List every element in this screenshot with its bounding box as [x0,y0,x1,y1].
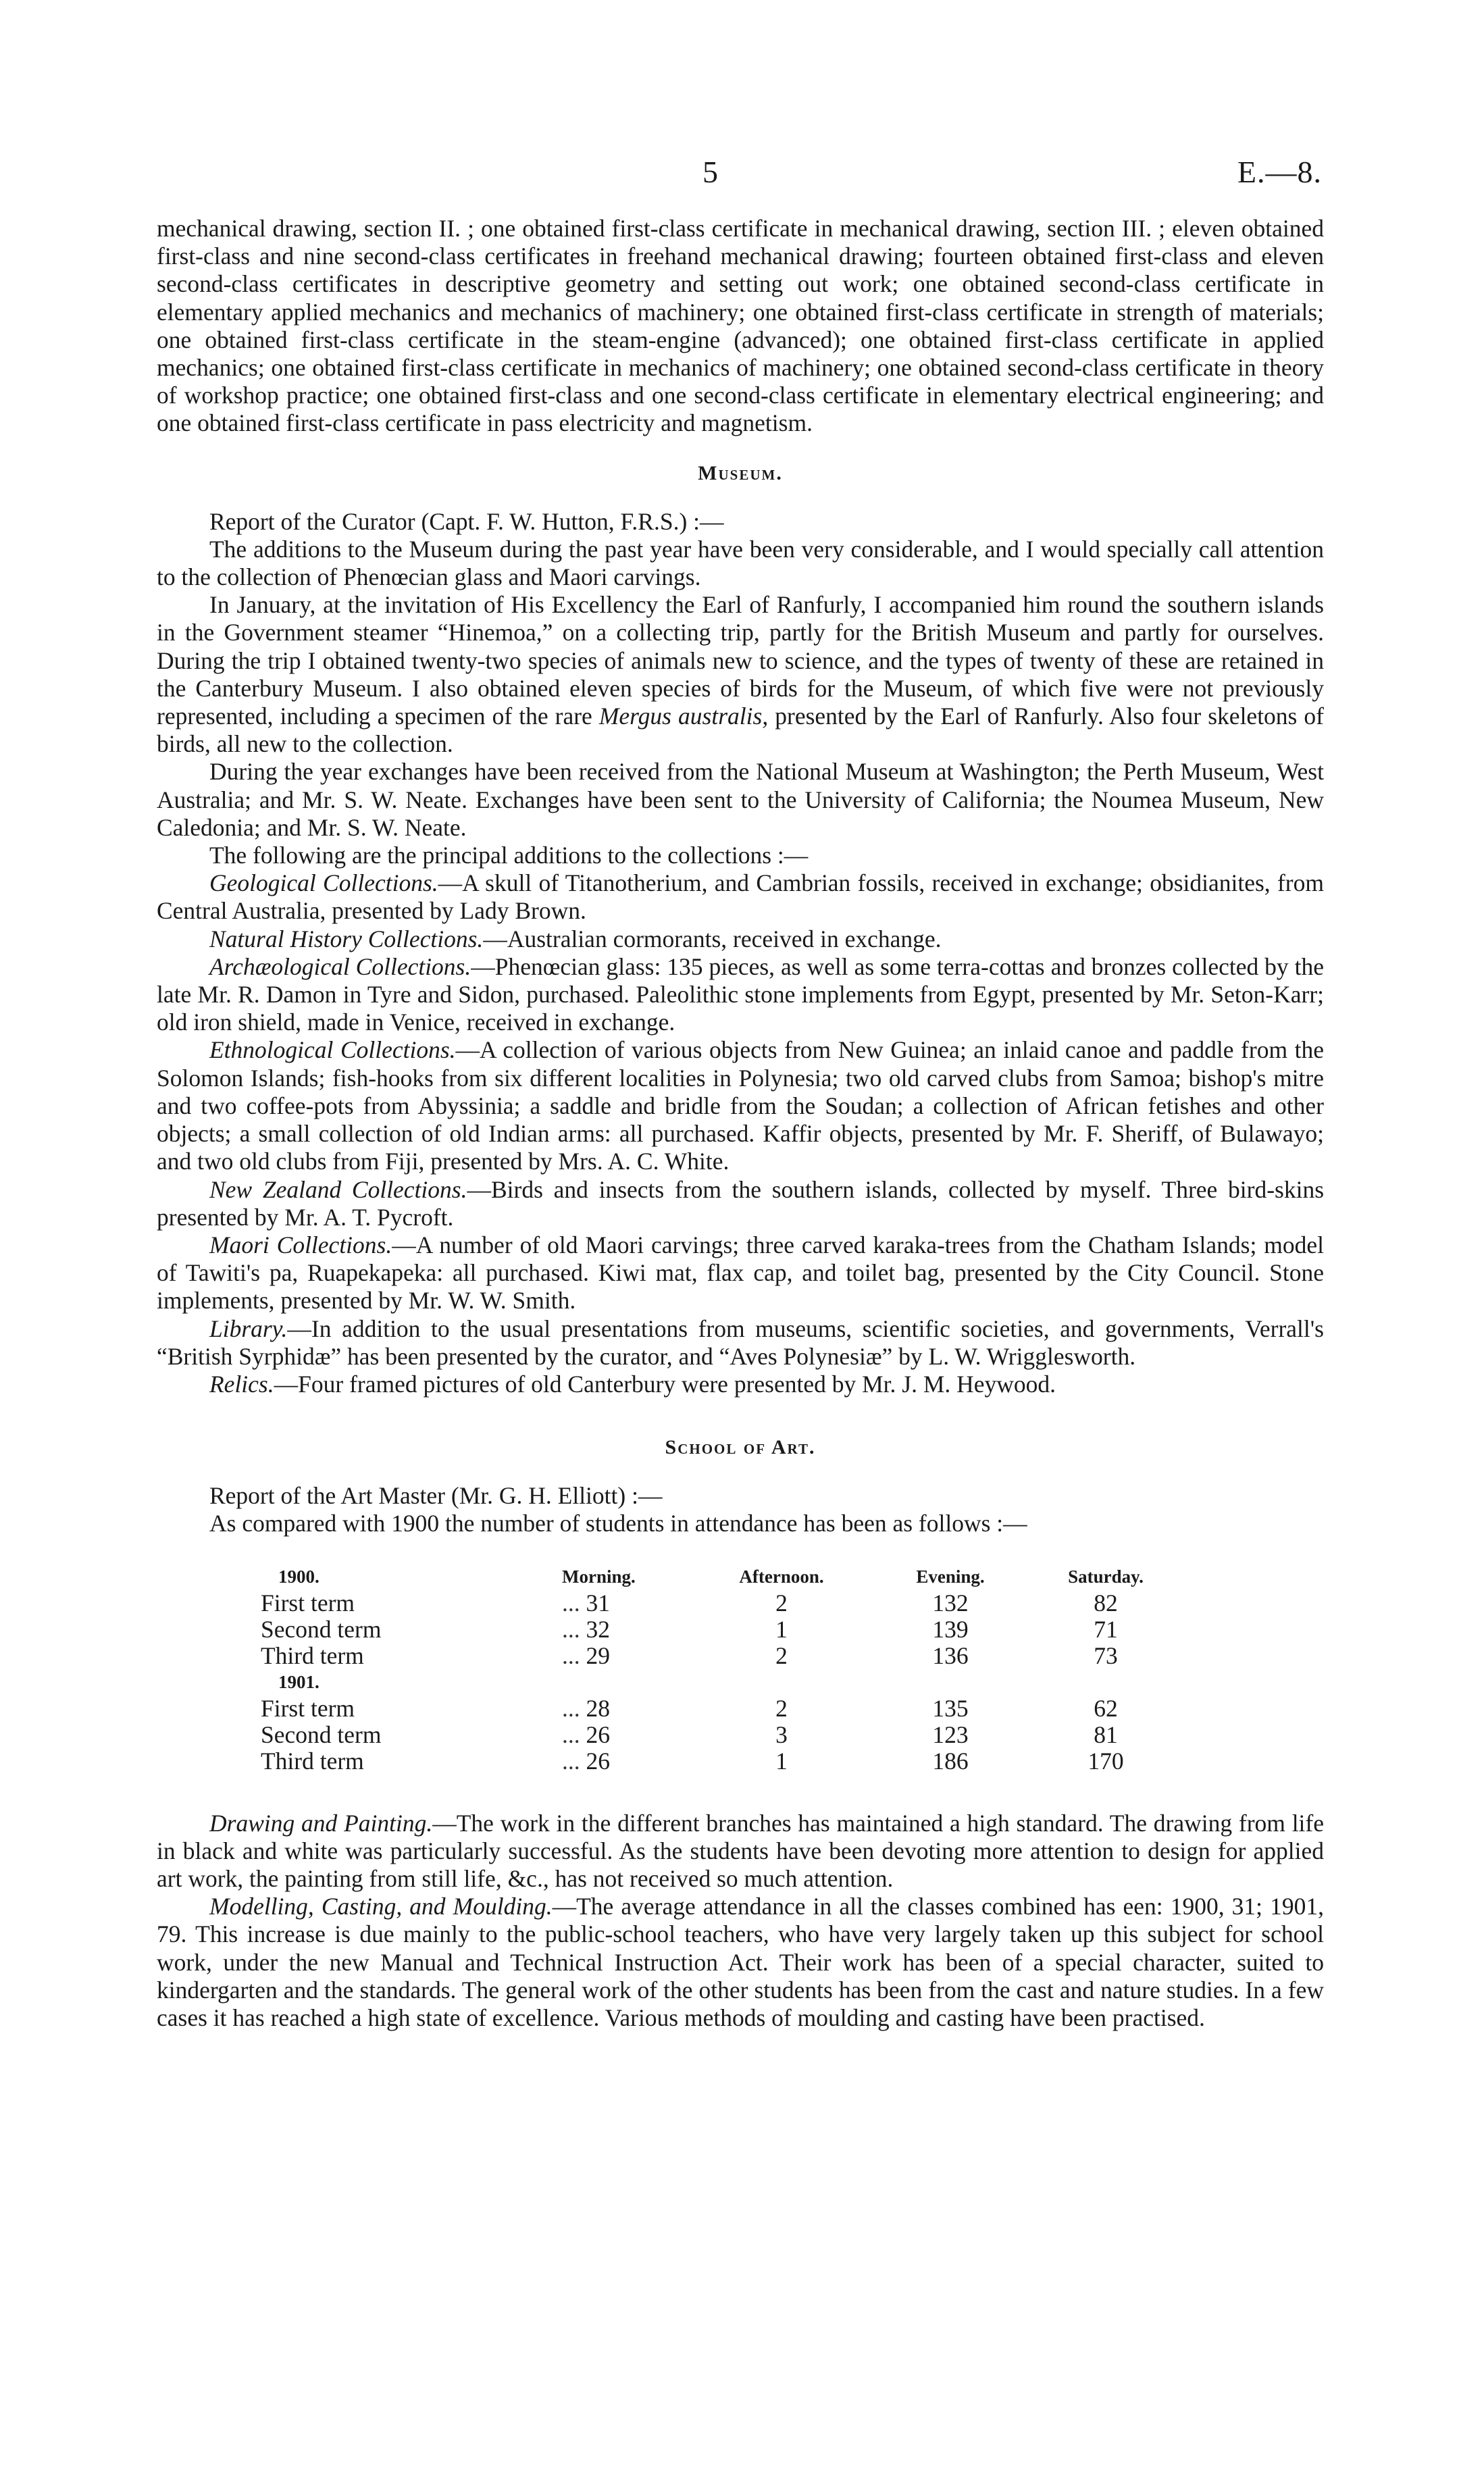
evening-value: 135 [932,1694,969,1722]
species-name: Mergus australis, [598,703,769,730]
morning-value: 31 [586,1589,610,1616]
saturday-value: 62 [1094,1694,1118,1722]
year-1900-label: 1900. [278,1566,319,1587]
morning-value: 28 [586,1694,610,1722]
evening-value: 186 [932,1747,969,1775]
afternoon-value: 2 [775,1589,788,1616]
table-row [261,1748,1177,1775]
year-row [261,1669,1177,1696]
term-label: Second term [261,1615,382,1643]
afternoon-value: 2 [775,1641,788,1669]
collection-text: —Australian cormorants, received in exchange. [483,925,942,952]
collection-label: Ethnological Collections. [209,1036,456,1064]
museum-following-line: The following are the principal additions to the collections :— [209,842,809,869]
museum-exchanges-paragraph: During the year exchanges have been received from the National Museum at Washington; the Perth Museum, West Australia; and Mr. S. W. Neate. Exchanges have been sent to the University of California; the Noumea Museum, New Caledonia; and Mr. S. W. Neate. [157,758,1324,841]
term-label: Second term [261,1720,382,1748]
collection-label: New Zealand Collections. [209,1175,467,1203]
collection-text: —A skull of Titanotherium, and Cambrian fossils, received in exchange; obsidianites, from Central Australia, presented by Lady Brown. [157,869,1324,925]
evening-value: 123 [932,1720,969,1748]
term-cell [261,1696,562,1722]
january-text-1: In January, at the invitation of His Excellency the Earl of Ranfurly, I accompanied him round the southern islands in the Government steamer “Hinemoa,” on a collecting trip, partly for the British Museum and partly for ourselves. During the trip I obtained twenty-two species of animals new to science, and the types of twenty of these are retained in the Canterbury Museum. I also obtained eleven species of birds for the Museum, of which five were not previously represented, including a specimen of the rare [157,591,1324,730]
collection-natural-history [157,925,1324,953]
art-compared-line: As compared with 1900 the number of students in attendance has been as follows :— [209,1510,1027,1537]
saturday-value: 73 [1094,1641,1118,1669]
header-evening: Evening. [916,1566,985,1587]
evening-value: 132 [932,1589,969,1616]
afternoon-value: 1 [775,1615,788,1643]
header-morning: Morning. [562,1566,636,1587]
table-row [261,1616,1177,1643]
afternoon-value: 2 [775,1694,788,1722]
term-cell [261,1616,562,1643]
museum-additions-paragraph: The additions to the Museum during the past year have been very considerable, and I would specially call attention to the collection of Phenœcian glass and Maori carvings. [157,535,1324,591]
art-master-report-line: Report of the Art Master (Mr. G. H. Elliott) :— [209,1482,663,1510]
morning-value: 26 [586,1720,610,1748]
collection-new-zealand [157,1176,1324,1231]
saturday-value: 82 [1094,1589,1118,1616]
morning-value: 32 [586,1615,610,1643]
collection-label: Maori Collections. [209,1231,392,1258]
collection-relics [157,1371,1324,1398]
attendance-table [261,1564,1177,1775]
collection-ethnological [157,1036,1324,1175]
drawing-label: Drawing and Painting. [209,1809,433,1837]
saturday-value: 81 [1094,1720,1118,1748]
afternoon-value: 1 [775,1747,788,1775]
page-header [0,154,1484,195]
collection-text: —Four framed pictures of old Canterbury were presented by Mr. J. M. Heywood. [274,1370,1056,1398]
collection-text: —Phenœcian glass: 135 pieces, as well as some terra-cottas and bronzes collected by the late Mr. R. Damon in Tyre and Sidon, purchased. Paleolithic stone implements from Egypt, presented by Mr. Seton-Karr; old iron shield, made in Venice, received in exchange. [157,952,1325,1036]
collection-label: Natural History Collections. [209,925,484,952]
modelling-text: —The average attendance in all the classes combined has een: 1900, 31; 1901, 79. This increase is due mainly to the public-school teachers, who have very largely taken up this subject for school work, under the new Manual and Technical Instruction Act. Their work has been of a special character, suited to kindergarten and the standards. The general work of the other students has been from the cast and nature studies. In a few cases it has reached a high state of excellence. Various methods of moulding and casting have been practised. [157,1893,1324,2031]
header-afternoon: Afternoon. [739,1566,824,1587]
morning-value: 29 [586,1641,610,1669]
curator-report-line: Report of the Curator (Capt. F. W. Hutton, F.R.S.) :— [209,507,724,535]
table-row [261,1643,1177,1669]
morning-cell [562,1616,697,1643]
collection-label: Library. [209,1315,288,1342]
term-cell [261,1748,562,1775]
term-label: First term [261,1694,355,1722]
collection-geological [157,869,1324,925]
leader-dots: ... [562,1720,580,1748]
leader-dots: ... [562,1615,580,1643]
modelling-paragraph [157,1893,1324,2032]
morning-cell [562,1696,697,1722]
january-text-2: presented by the Earl of Ranfurly. Also four skeletons of birds, all new to the collection. [157,703,1324,758]
school-of-art-heading: School of Art. [665,1436,816,1459]
museum-january-paragraph [157,591,1324,758]
morning-value: 26 [586,1747,610,1775]
page-reference: E.—8. [1237,155,1322,189]
table-row [261,1696,1177,1722]
modelling-label: Modelling, Casting, and Moulding. [209,1893,553,1920]
term-label: Third term [261,1641,364,1669]
term-label: First term [261,1589,355,1616]
evening-value: 136 [932,1641,969,1669]
table-row [261,1722,1177,1748]
morning-cell [562,1590,697,1616]
header-saturday: Saturday. [1068,1566,1144,1587]
collection-archaeological [157,953,1324,1037]
collection-text: —Birds and insects from the southern islands, collected by myself. Three bird-skins presented by Mr. A. T. Pycroft. [157,1175,1325,1231]
intro-paragraph: mechanical drawing, section II. ; one obtained first-class certificate in mechanical drawing, section III. ; eleven obtained first-class and nine second-class certificates in freehand mechanical drawing; fourteen obtained first-class and eleven second-class certificates in descriptive geometry and setting out work; one obtained second-class certificate in elementary applied mechanics and mechanics of machinery; one obtained first-class certificate in strength of materials; one obtained first-class certificate in the steam-engine (advanced); one obtained first-class certificate in applied mechanics; one obtained first-class certificate in mechanics of machinery; one obtained second-class certificate in theory of workshop practice; one obtained first-class and one second-class certificate in elementary electrical engineering; and one obtained first-class certificate in pass electricity and magnetism. [157,215,1324,437]
year-1901-label: 1901. [278,1671,319,1692]
term-cell [261,1643,562,1669]
document-body [157,215,1324,2032]
saturday-value: 170 [1088,1747,1124,1775]
evening-value: 139 [932,1615,969,1643]
collection-text: —A number of old Maori carvings; three carved karaka-trees from the Chatham Islands; model of Tawiti's pa, Ruapekapeka: all purchased. Kiwi mat, flax cap, and toilet bag, presented by the City Council. Stone implements, presented by Mr. W. W. Smith. [157,1231,1324,1315]
collection-text: —A collection of various objects from New Guinea; an inlaid canoe and paddle from the Solomon Islands; fish-hooks from six different localities in Polynesia; two old carved clubs from Samoa; bishop's mitre and two coffee-pots from Abyssinia; a saddle and bridle from the Soudan; a collection of African fetishes and other objects; a small collection of old Indian arms: all purchased. Kaffir objects, presented by Mr. F. Sheriff, of Bulawayo; and two old clubs from Fiji, presented by Mrs. A. C. White. [157,1036,1324,1175]
term-cell [261,1590,562,1616]
drawing-text: —The work in the different branches has maintained a high standard. The drawing from life in black and white was particularly successful. As the students have been devoting more attention to design for applied art work, the painting from still life, &c., has not received so much attention. [157,1809,1324,1892]
collection-text: —In addition to the usual presentations from museums, scientific societies, and governments, Verrall's “British Syrphidæ” has been presented by the curator, and “Aves Polynesiæ” by L. W. Wrigglesworth. [157,1315,1324,1370]
drawing-painting-paragraph [157,1810,1324,1893]
leader-dots: ... [562,1589,580,1616]
leader-dots: ... [562,1694,580,1722]
term-label: Third term [261,1747,364,1775]
museum-heading: Museum. [698,461,783,484]
term-cell [261,1722,562,1748]
collection-label: Geological Collections. [209,869,438,897]
saturday-value: 71 [1094,1615,1118,1643]
page-number: 5 [702,155,718,189]
leader-dots: ... [562,1641,580,1669]
morning-cell [562,1748,697,1775]
collection-label: Archæological Collections. [209,952,471,980]
table-header-row [261,1564,1177,1590]
leader-dots: ... [562,1747,580,1775]
collection-library [157,1315,1324,1371]
collection-label: Relics. [209,1370,274,1398]
collection-maori [157,1231,1324,1315]
morning-cell [562,1643,697,1669]
morning-cell [562,1722,697,1748]
table-row [261,1590,1177,1616]
afternoon-value: 3 [775,1720,788,1748]
